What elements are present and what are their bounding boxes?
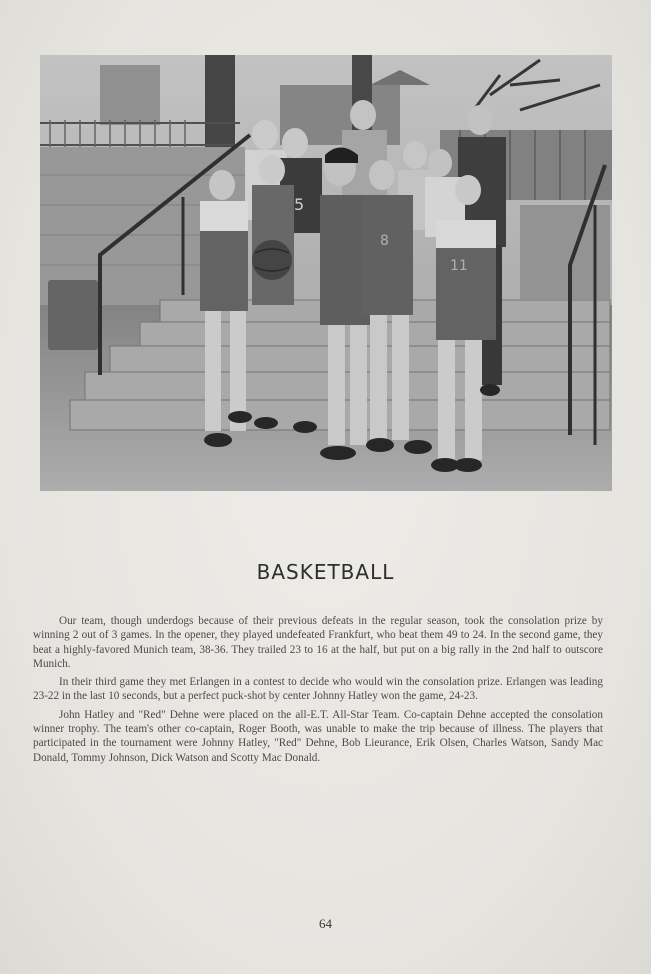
article-paragraph-3: John Hatley and "Red" Dehne were placed on the all-E.T. All-Star Team. Co-captain Dehne accepted the consolation winner trophy. The team's other co-captain, Roger Booth, was unable to make the trip because of illness. The players that participated in the tournament were Johnny Hatley, "Red" Dehne, Bob Lieurance, Erik Olsen, Charles Watson, Sandy Mac Donald, Tommy Johnson, Dick Watson and Scotty Mac Donald. — [33, 708, 603, 764]
jersey-number-8: 8 — [380, 233, 389, 249]
team-photo-illustration — [40, 55, 612, 491]
jersey-number-11: 11 — [450, 258, 468, 274]
page-number: 64 — [319, 916, 332, 931]
article-paragraph-1: Our team, though underdogs because of their previous defeats in the regular season, took the consolation prize by winning 2 out of 3 games. In the opener, they played undefeated Frankfurt, who beat them 49 to 24. In the second game, they beat a highly-favored Munich team, 38-36. They trailed 23 to 16 at the half, but put on a big rally in the 2nd half to outscore Munich. — [33, 615, 603, 670]
team-photo — [40, 55, 612, 491]
article-paragraph-2: In their third game they met Erlangen in a contest to decide who would win the consolation prize. Erlangen was leading 23-22 in the last 10 seconds, but a perfect puck-shot by center Johnny Hatley won the game, 24-23. — [33, 676, 603, 703]
article-body — [33, 614, 603, 769]
article-title: BASKETBALL — [256, 560, 395, 584]
jersey-number-5: 5 — [294, 195, 305, 214]
